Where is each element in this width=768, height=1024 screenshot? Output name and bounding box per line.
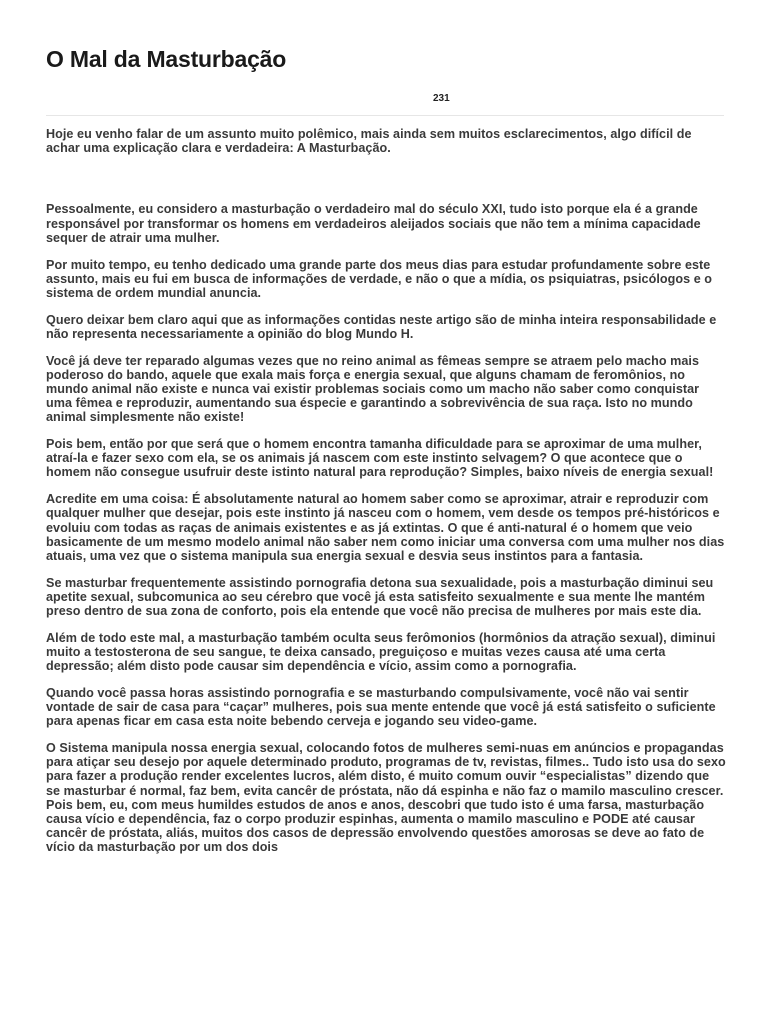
article-body xyxy=(46,127,726,855)
paragraph: Quando você passa horas assistindo pornografia e se masturbando compulsivamente, você não vai sentir vontade de sair de casa para “caçar” mulheres, pois sua mente entende que você já está satisfeito o suficiente para apenas ficar em casa esta noite bebendo cerveja e jogando seu video-game. xyxy=(46,685,716,729)
paragraph: Acredite em uma coisa: É absolutamente natural ao homem saber como se aproximar, atrair e reproduzir com qualquer mulher que desejar, pois este instinto já nasceu com o homem, vem desde os tempos pré-históricos e evoluiu com todas as raças de animais existentes e as já extintas. O que é anti-natural é o homem que veio basicamente de um mesmo modelo animal não saber nem como iniciar uma conversa com uma mulher nos dias atuais, uma vez que o sistema manipula sua energia sexual e desvia seus instintos para a fantasia. xyxy=(46,492,725,563)
paragraph: Quero deixar bem claro aqui que as informações contidas neste artigo são de minha inteira responsabilidade e não representa necessariamente a opinião do blog Mundo H. xyxy=(46,312,717,341)
page-number: 231 xyxy=(433,93,450,104)
paragraph: Se masturbar frequentemente assistindo pornografia detona sua sexualidade, pois a masturbação diminui seu apetite sexual, subcomunica ao seu cérebro que você já esta satisfeito sexualmente e sua mente lhe mantém preso dentro de sua zona de conforto, pois ela entende que você não precisa de mulheres por mais este dia. xyxy=(46,575,714,619)
document-page xyxy=(46,0,726,855)
paragraph: Hoje eu venho falar de um assunto muito polêmico, mais ainda sem muitos esclarecimentos, algo difícil de achar uma explicação clara e verdadeira: A Masturbação. xyxy=(46,127,692,156)
paragraph: Pois bem, então por que será que o homem encontra tamanha dificuldade para se aproximar de uma mulher, atraí-la e fazer sexo com ela, se os animais já nascem com este instinto selvagem? O que acontece que o homem não consegue usufruir deste istinto natural para reprodução? Simples, baixo níveis de energia sexual! xyxy=(46,437,714,480)
page-title: O Mal da Masturbação xyxy=(46,46,287,72)
paragraph: Por muito tempo, eu tenho dedicado uma grande parte dos meus dias para estudar profundamente sobre este assunto, mais eu fui em busca de informações de verdade, e não o que a mídia, os psiquiatras, psicólogos e o sistema de ordem mundial anuncia. xyxy=(46,257,713,300)
paragraph: Você já deve ter reparado algumas vezes que no reino animal as fêmeas sempre se atraem pelo macho mais poderoso do bando, aquele que exala mais força e energia sexual, que alguns chamam de feromônios, no mundo animal não existe e nunca vai existir problemas sociais como um macho não saber como conquistar uma fêmea e reproduzir, aumentando sua éspecie e garantindo a sobrevivência de sua raça. Isto no mundo animal simplesmente não existe! xyxy=(46,353,700,425)
divider xyxy=(46,115,724,116)
paragraph: Além de todo este mal, a masturbação também oculta seus ferômonios (hormônios da atração sexual), diminui muito a testosterona de seu sangue, te deixa cansado, preguiçoso e muitas vezes causa até uma certa depressão; além disto pode causar sim dependência e vício, assim como a pornografia. xyxy=(46,630,716,674)
paragraph: O Sistema manipula nossa energia sexual, colocando fotos de mulheres semi-nuas em anúncios e propagandas para atiçar seu desejo por aquele determinado produto, programas de tv, revistas, filmes.. Tudo isto usa do sexo para fazer a produção render excelentes lucros, além disto, é muito comum ouvir “especialistas” dizendo que se masturbar é normal, faz bem, evita cancêr de próstata, não dá espinha e não faz o mamilo masculino crescer. Pois bem, eu, com meus humildes estudos de anos e anos, descobri que tudo isto é uma farsa, masturbação causa vício e dependência, faz o corpo produzir espinhas, aumenta o mamilo masculino e PODE até causar cancêr de próstata, aliás, muitos dos casos de depressão envolvendo questões amorosas se deve ao fato de vício da masturbação por um dos dois xyxy=(46,741,726,855)
paragraph: Pessoalmente, eu considero a masturbação o verdadeiro mal do século XXI, tudo isto porque ela é a grande responsável por transformar os homens em verdadeiros aleijados sociais que não tem a mínima capacidade sequer de atrair uma mulher. xyxy=(46,202,701,245)
